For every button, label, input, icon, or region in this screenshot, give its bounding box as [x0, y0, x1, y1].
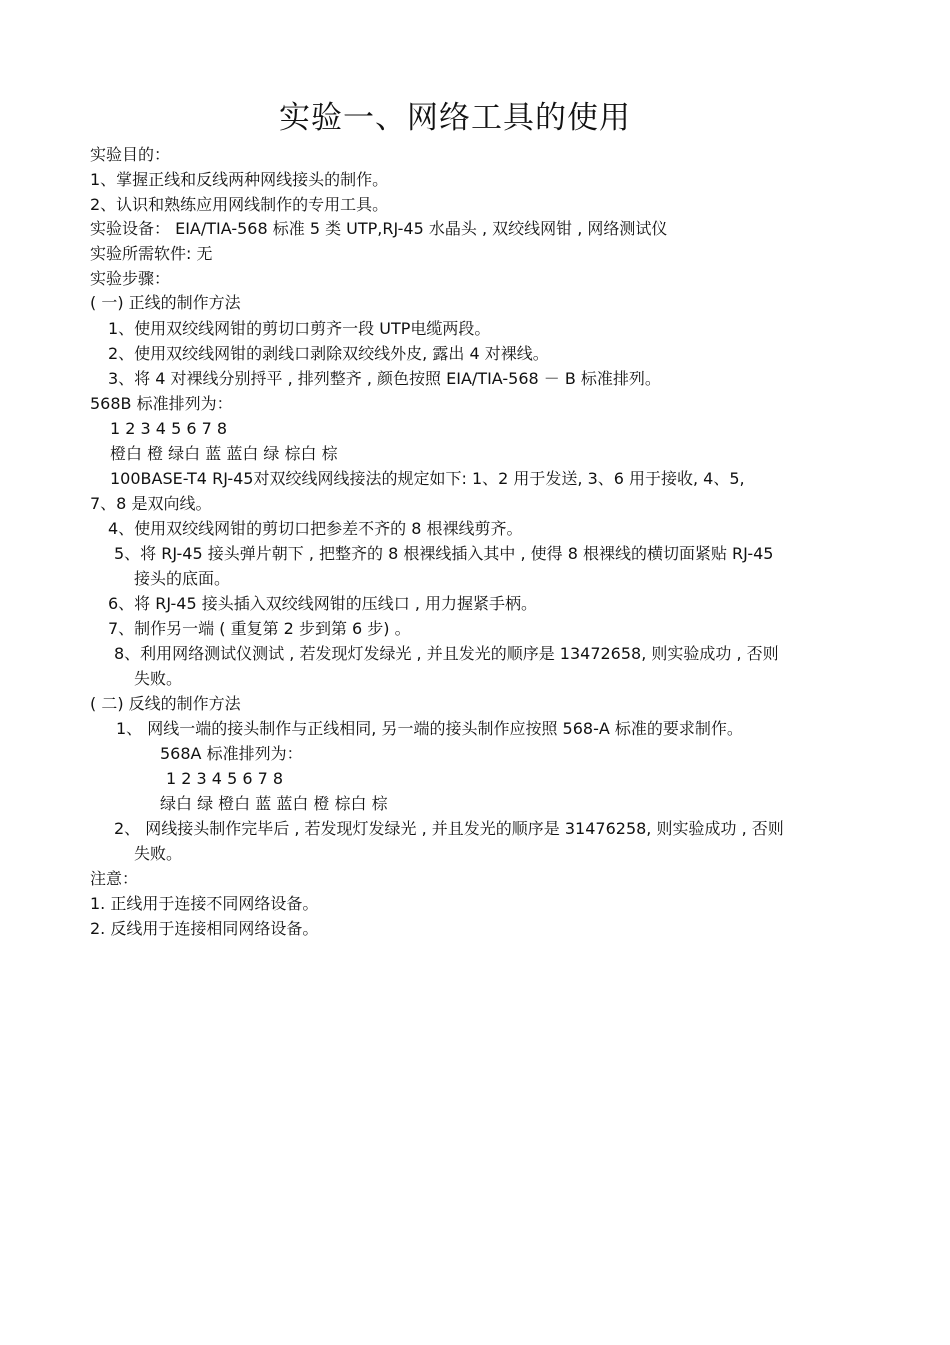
purpose-item-1: 1、掌握正线和反线两种网线接头的制作。	[90, 170, 389, 189]
notes-heading: 注意：	[90, 869, 139, 888]
straight-standard-numbers: 1 2 3 4 5 6 7 8	[110, 419, 228, 438]
straight-step-5-line-1: 5、将 RJ-45 接头弹片朝下 , 把整齐的 8 根裸线插入其中 , 使得 8 根裸线的横切面紧贴 RJ-45	[114, 544, 774, 563]
equipment-line: 实验设备： EIA/TIA-568 标准 5 类 UTP,RJ-45 水晶头 , 双绞线网钳 , 网络测试仪	[90, 219, 668, 238]
software-line: 实验所需软件: 无	[90, 244, 213, 263]
crossover-standard-label: 568A 标准排列为：	[160, 744, 303, 763]
straight-section-heading: ( 一) 正线的制作方法	[90, 293, 241, 312]
straight-step-8-line-1: 8、利用网络测试仪测试 , 若发现灯发绿光 , 并且发光的顺序是 13472658, 则实验成功 , 否则	[114, 644, 779, 663]
straight-step-2: 2、使用双绞线网钳的剥线口剥除双绞线外皮, 露出 4 对裸线。	[108, 344, 549, 363]
purpose-item-2: 2、认识和熟练应用网线制作的专用工具。	[90, 195, 389, 214]
note-item-2: 2. 反线用于连接相同网络设备。	[90, 919, 319, 938]
straight-standard-label: 568B 标准排列为：	[90, 394, 233, 413]
pinout-note-line-1: 100BASE-T4 RJ-45对双绞线网线接法的规定如下: 1、2 用于发送, 3、6 用于接收, 4、5,	[110, 469, 745, 488]
note-item-1: 1. 正线用于连接不同网络设备。	[90, 894, 319, 913]
straight-step-8-line-2: 失败。	[134, 669, 183, 688]
crossover-step-2-line-1: 2、 网线接头制作完毕后 , 若发现灯发绿光 , 并且发光的顺序是 31476258, 则实验成功 , 否则	[114, 819, 784, 838]
crossover-standard-numbers: 1 2 3 4 5 6 7 8	[166, 769, 284, 788]
crossover-step-2-line-2: 失败。	[134, 844, 183, 863]
straight-step-1: 1、使用双绞线网钳的剪切口剪齐一段 UTP电缆两段。	[108, 319, 491, 338]
steps-heading: 实验步骤：	[90, 269, 171, 288]
straight-step-4: 4、使用双绞线网钳的剪切口把参差不齐的 8 根裸线剪齐。	[108, 519, 523, 538]
straight-step-3: 3、将 4 对裸线分别捋平 , 排列整齐 , 颜色按照 EIA/TIA-568 － B 标准排列。	[108, 369, 661, 388]
straight-step-7: 7、制作另一端 ( 重复第 2 步到第 6 步) 。	[108, 619, 411, 638]
straight-standard-colors: 橙白 橙 绿白 蓝 蓝白 绿 棕白 棕	[110, 444, 338, 463]
crossover-section-heading: ( 二) 反线的制作方法	[90, 694, 241, 713]
straight-step-6: 6、将 RJ-45 接头插入双绞线网钳的压线口 , 用力握紧手柄。	[108, 594, 538, 613]
crossover-step-1: 1、 网线一端的接头制作与正线相同, 另一端的接头制作应按照 568-A 标准的要求制作。	[116, 719, 743, 738]
page-title: 实验一、网络工具的使用	[279, 100, 631, 136]
pinout-note-line-2: 7、8 是双向线。	[90, 494, 212, 513]
crossover-standard-colors: 绿白 绿 橙白 蓝 蓝白 橙 棕白 棕	[160, 794, 388, 813]
purpose-heading: 实验目的：	[90, 145, 171, 164]
straight-step-5-line-2: 接头的底面。	[134, 569, 231, 588]
